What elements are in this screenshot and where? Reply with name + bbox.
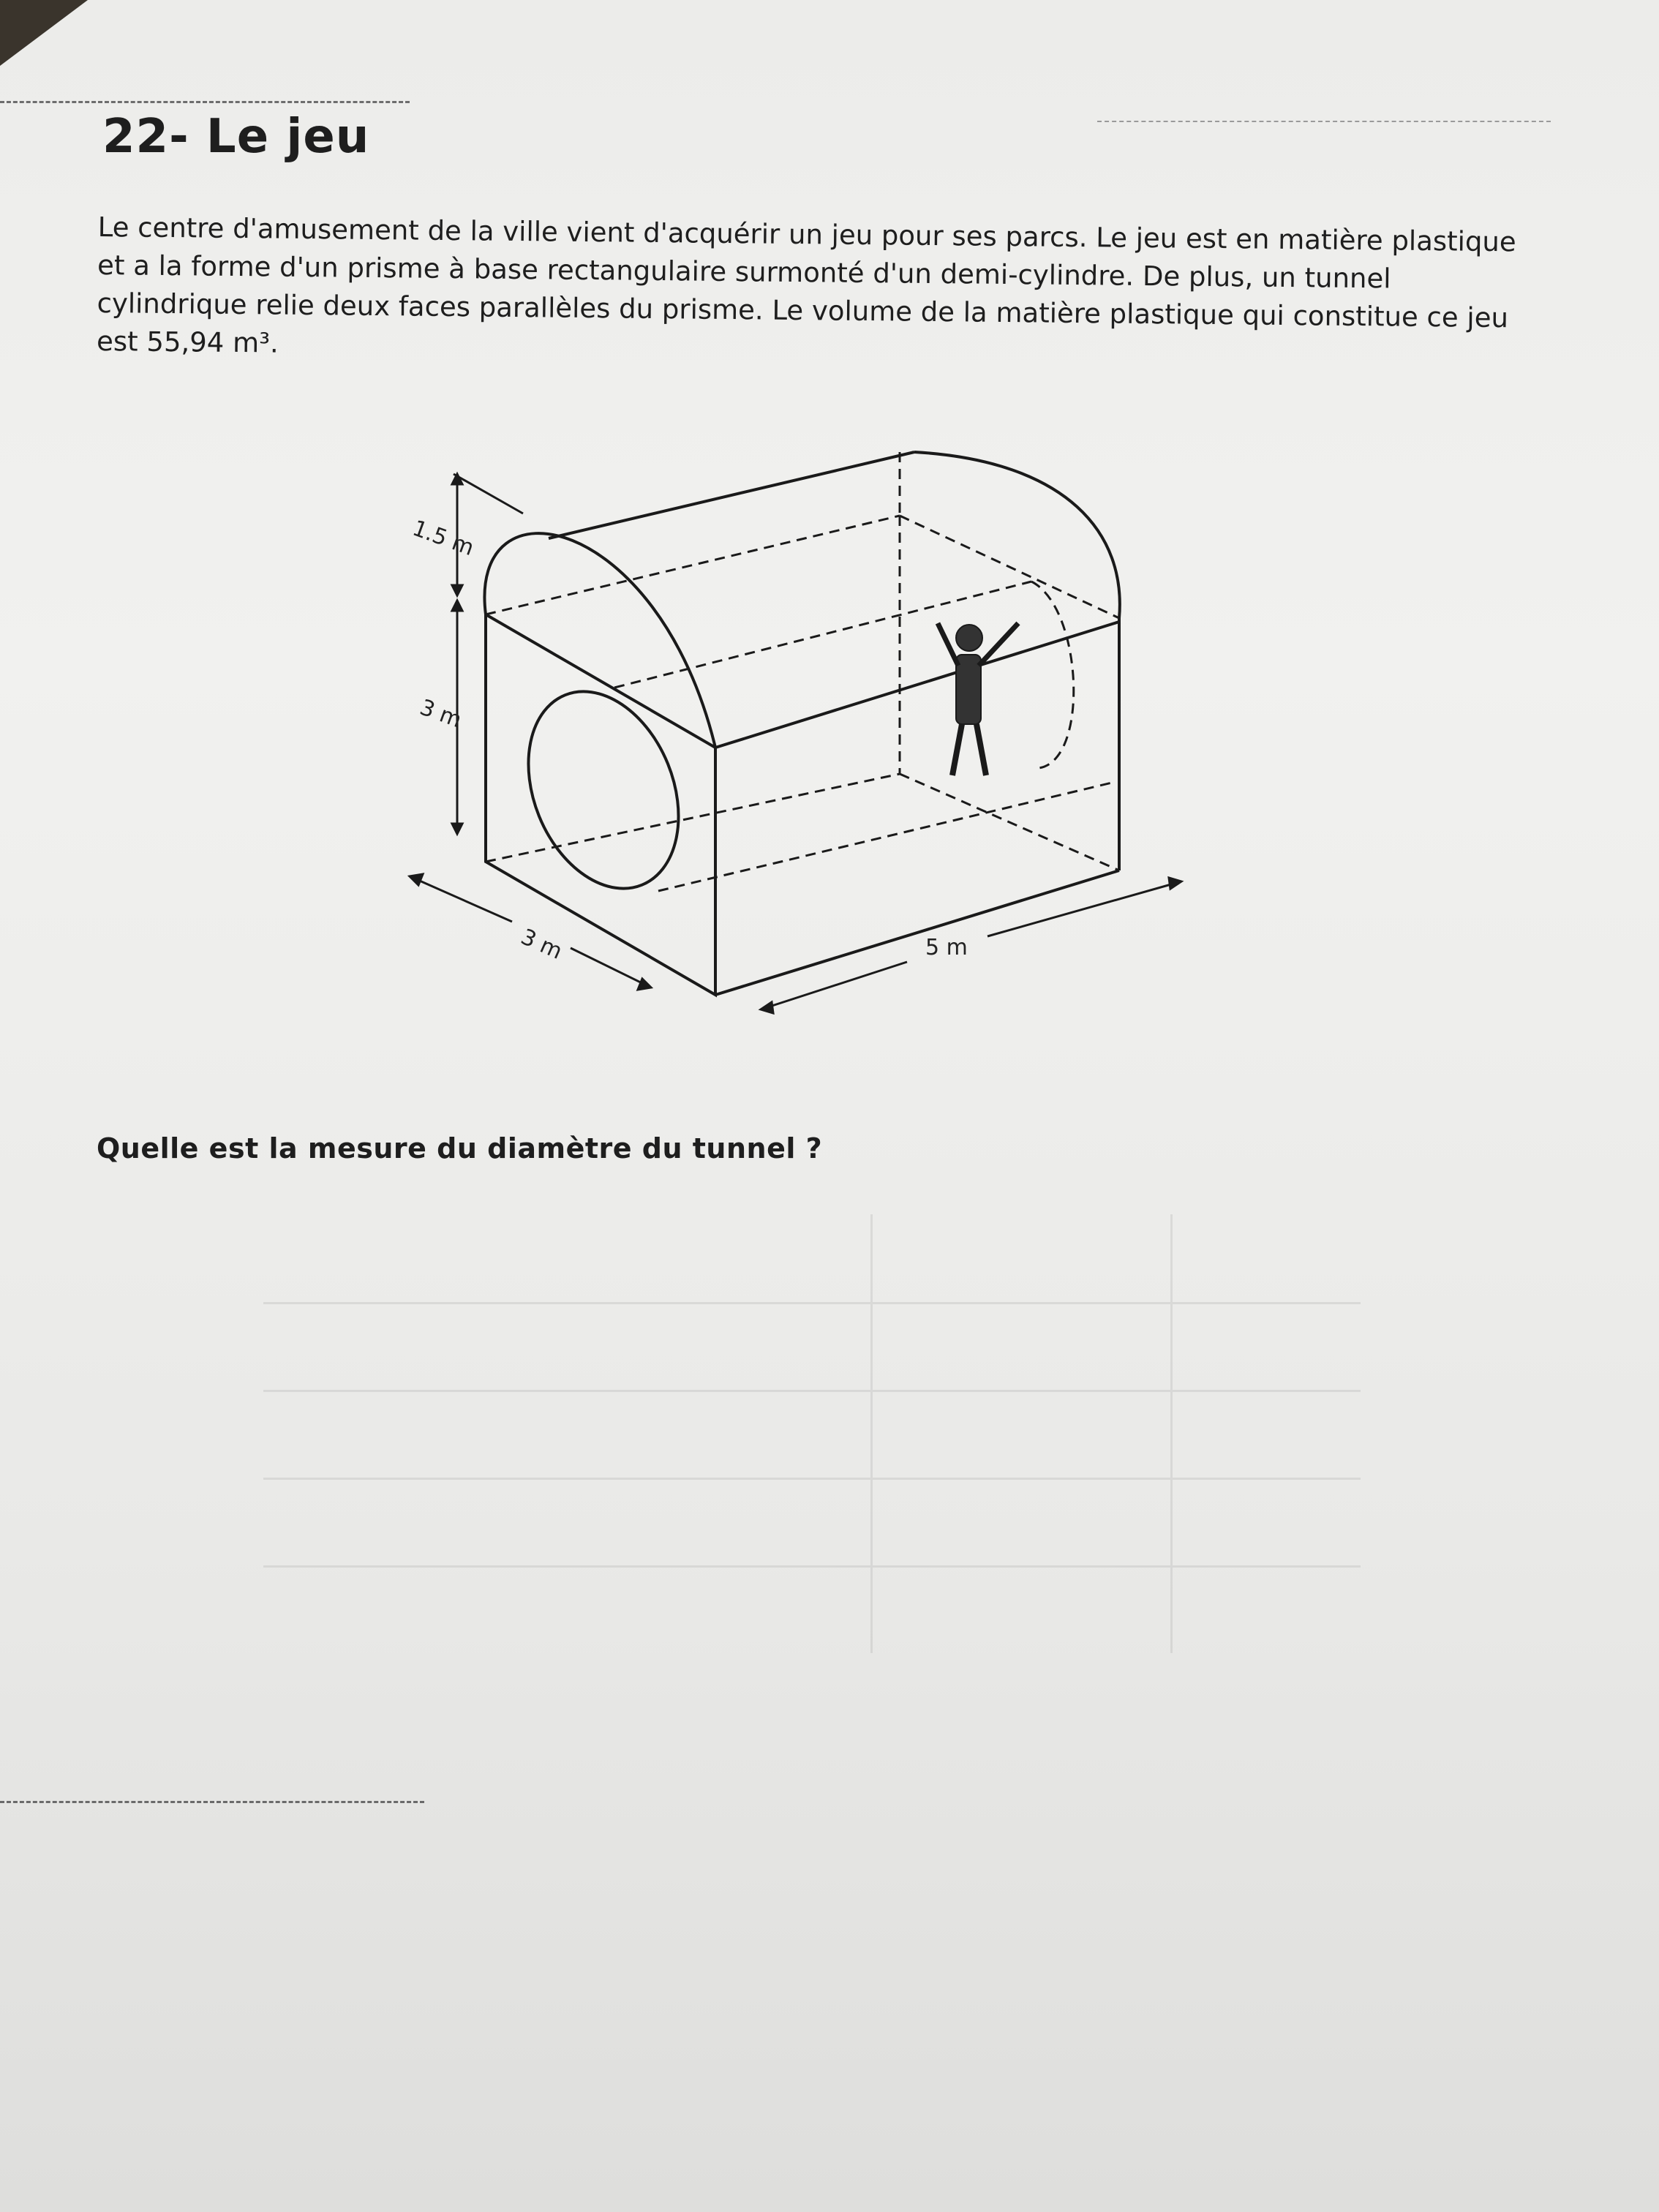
cylinder-top-edge xyxy=(549,452,914,538)
question-text: Quelle est la mesure du diamètre du tunnel ? xyxy=(97,1132,823,1165)
back-arch xyxy=(914,452,1120,618)
bottom-right-edge xyxy=(715,870,1119,995)
prism-top-edge xyxy=(715,622,1119,748)
page-corner-shadow xyxy=(0,0,88,66)
problem-statement: Le centre d'amusement de la ville vient d'acquérir un jeu pour ses parcs. Le jeu est en matière plastique et a la forme d'un prisme à base rectangulaire surmonté d'un demi-cylindre. De plus, un tunnel cylindrique relie deux faces parallèles du prisme. Le volume de la matière plastique qui constitue ce jeu est 55,94 m³. xyxy=(96,211,1516,359)
dashed-rule-bottom xyxy=(0,1801,424,1803)
front-arch xyxy=(484,533,715,748)
problem-title: 22- Le jeu xyxy=(102,110,370,164)
dashed-rule-top-right xyxy=(1097,121,1551,122)
hidden-back-top xyxy=(900,516,1119,618)
label-half-height: 1.5 m xyxy=(409,515,478,562)
label-width: 3 m xyxy=(516,924,566,965)
label-height: 3 m xyxy=(416,694,465,734)
label-length: 5 m xyxy=(925,935,968,960)
bleed-through-table xyxy=(263,1214,1361,1653)
hidden-back-tunnel xyxy=(1031,582,1074,768)
hidden-top-back xyxy=(486,516,900,614)
game-structure-figure xyxy=(380,432,1214,1031)
hidden-bottom-back xyxy=(486,774,900,862)
tunnel-opening xyxy=(500,669,706,911)
child-figure xyxy=(938,623,1018,775)
dashed-rule-top-left xyxy=(0,101,410,103)
